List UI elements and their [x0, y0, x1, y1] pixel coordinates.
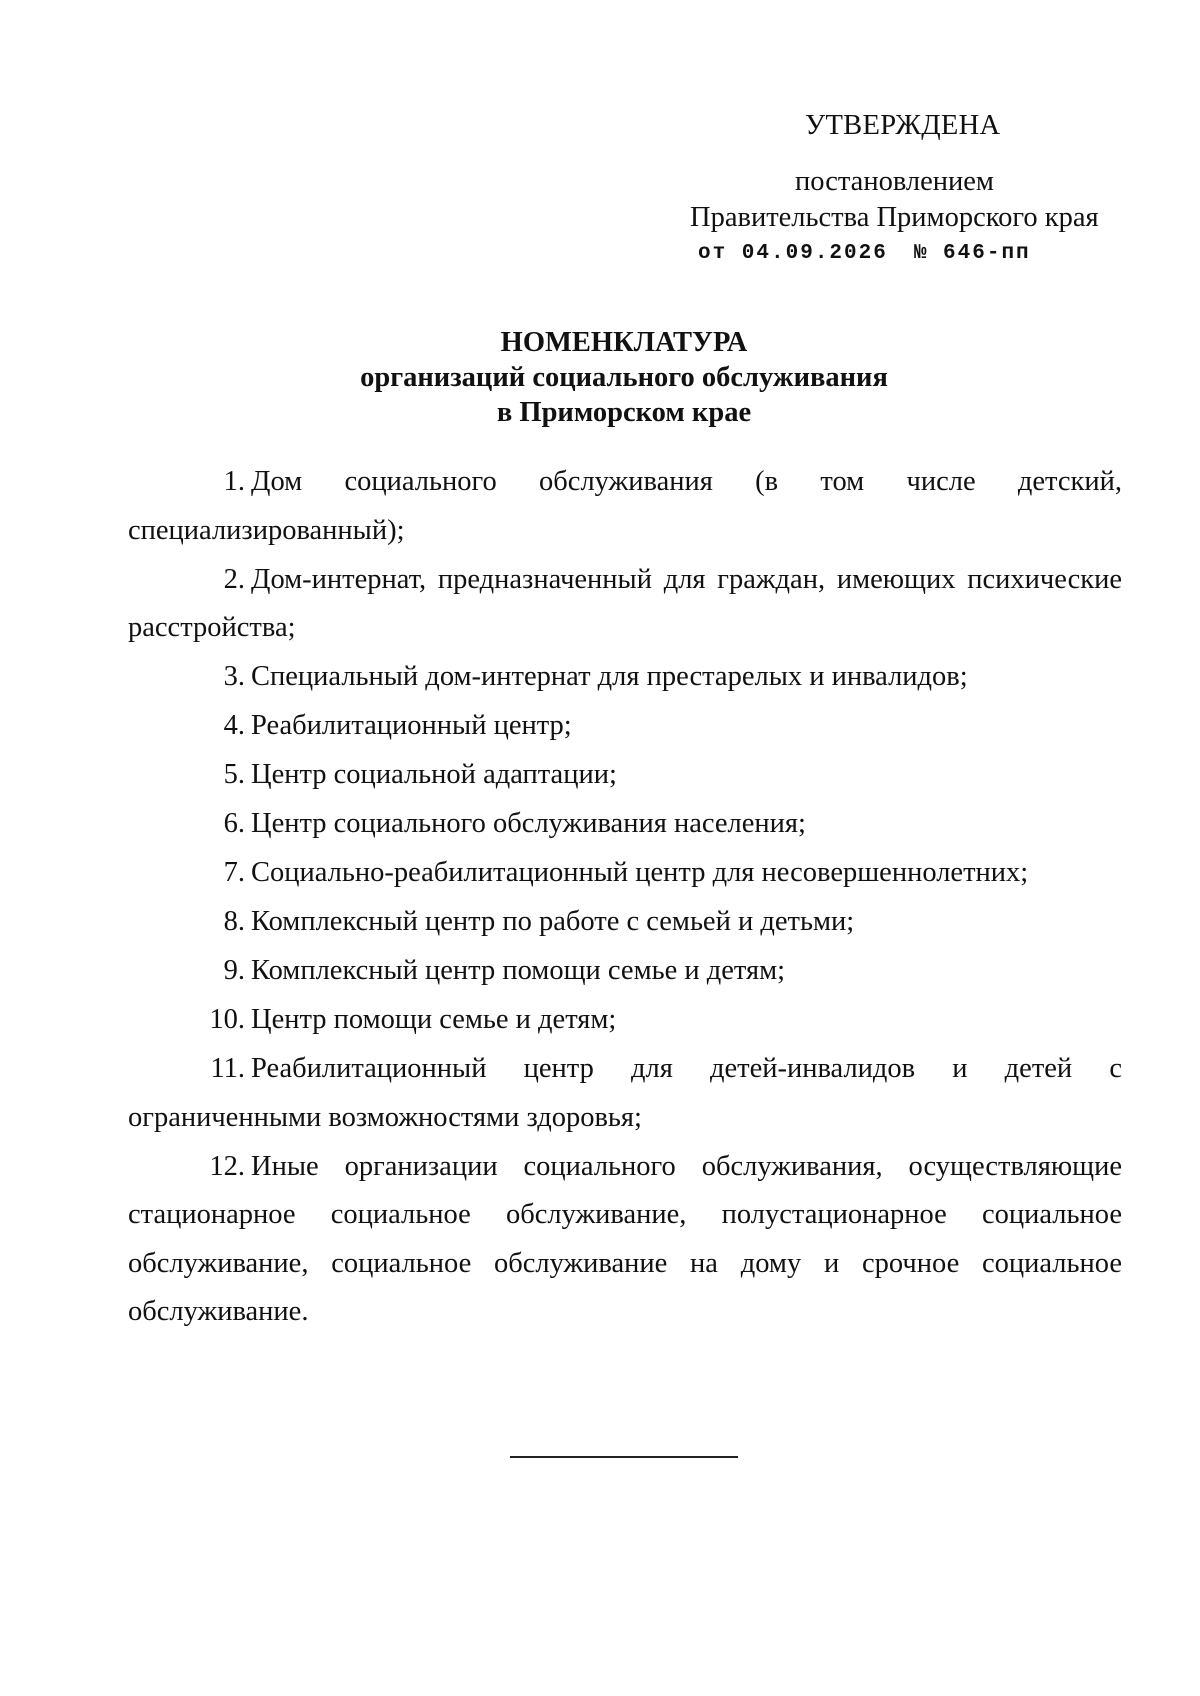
item-text: Специальный дом-интернат для престарелых и инвалидов; — [251, 661, 968, 692]
heading-title: НОМЕНКЛАТУРА — [500, 327, 748, 358]
item-number: 8. — [223, 906, 245, 937]
list-item — [128, 800, 1122, 849]
item-number: 1. — [223, 466, 245, 497]
approval-number: № 646-пп — [913, 242, 1031, 265]
item-text: Реабилитационный центр; — [251, 710, 572, 741]
approval-line-resolution: постановлением — [795, 166, 994, 197]
item-text: Дом социального обслуживания (в том числе детский, специализированный); — [128, 466, 1122, 546]
item-text: Центр помощи семье и детям; — [251, 1004, 617, 1035]
approval-title: УТВЕРЖДЕНА — [805, 110, 1001, 141]
list-item — [128, 849, 1122, 898]
approval-line-government: Правительства Приморского края — [690, 202, 1099, 233]
nomenclature-list — [128, 458, 1122, 1337]
heading-region: в Приморском крае — [496, 397, 752, 428]
item-number: 11. — [210, 1053, 245, 1084]
heading-subtitle: организаций социального обслуживания — [360, 362, 888, 393]
item-number: 12. — [209, 1150, 245, 1182]
item-number: 10. — [209, 1004, 245, 1035]
list-item — [128, 1045, 1122, 1142]
list-item — [128, 1143, 1122, 1337]
list-item — [128, 702, 1122, 751]
list-item — [128, 947, 1122, 996]
item-number: 5. — [223, 759, 245, 790]
list-item — [128, 751, 1122, 800]
item-number: 2. — [223, 563, 245, 595]
closing-divider — [510, 1456, 738, 1458]
item-text: Комплексный центр помощи семье и детям; — [251, 955, 786, 986]
list-item — [128, 653, 1122, 702]
list-item — [128, 898, 1122, 947]
list-item — [128, 458, 1122, 555]
list-item — [128, 996, 1122, 1045]
item-text: Реабилитационный центр для детей-инвалидов и детей с ограниченными возможностями здоровья; — [128, 1053, 1122, 1133]
item-number: 4. — [223, 710, 245, 741]
item-text: Центр социальной адаптации; — [251, 759, 617, 790]
item-text: Дом-интернат, предназначенный для граждан, имеющих психические расстройства; — [128, 563, 1122, 643]
item-text: Иные организации социального обслуживания, осуществляющие стационарное социальное обслуживание, полустационарное социальное обслуживание, социальное обслуживание на дому и срочное социальное обслуживание. — [128, 1150, 1122, 1327]
list-item — [128, 556, 1122, 653]
item-number: 9. — [223, 955, 245, 986]
item-number: 6. — [223, 808, 245, 839]
item-text: Комплексный центр по работе с семьей и детьми; — [251, 906, 855, 937]
item-text: Центр социального обслуживания населения; — [251, 808, 806, 839]
approval-date-line — [698, 236, 1031, 272]
item-number: 3. — [223, 661, 245, 692]
item-text: Социально-реабилитационный центр для несовершеннолетних; — [251, 857, 1029, 888]
approval-date: от 04.09.2026 — [698, 242, 888, 265]
item-number: 7. — [223, 857, 245, 888]
document-heading — [0, 325, 1200, 430]
